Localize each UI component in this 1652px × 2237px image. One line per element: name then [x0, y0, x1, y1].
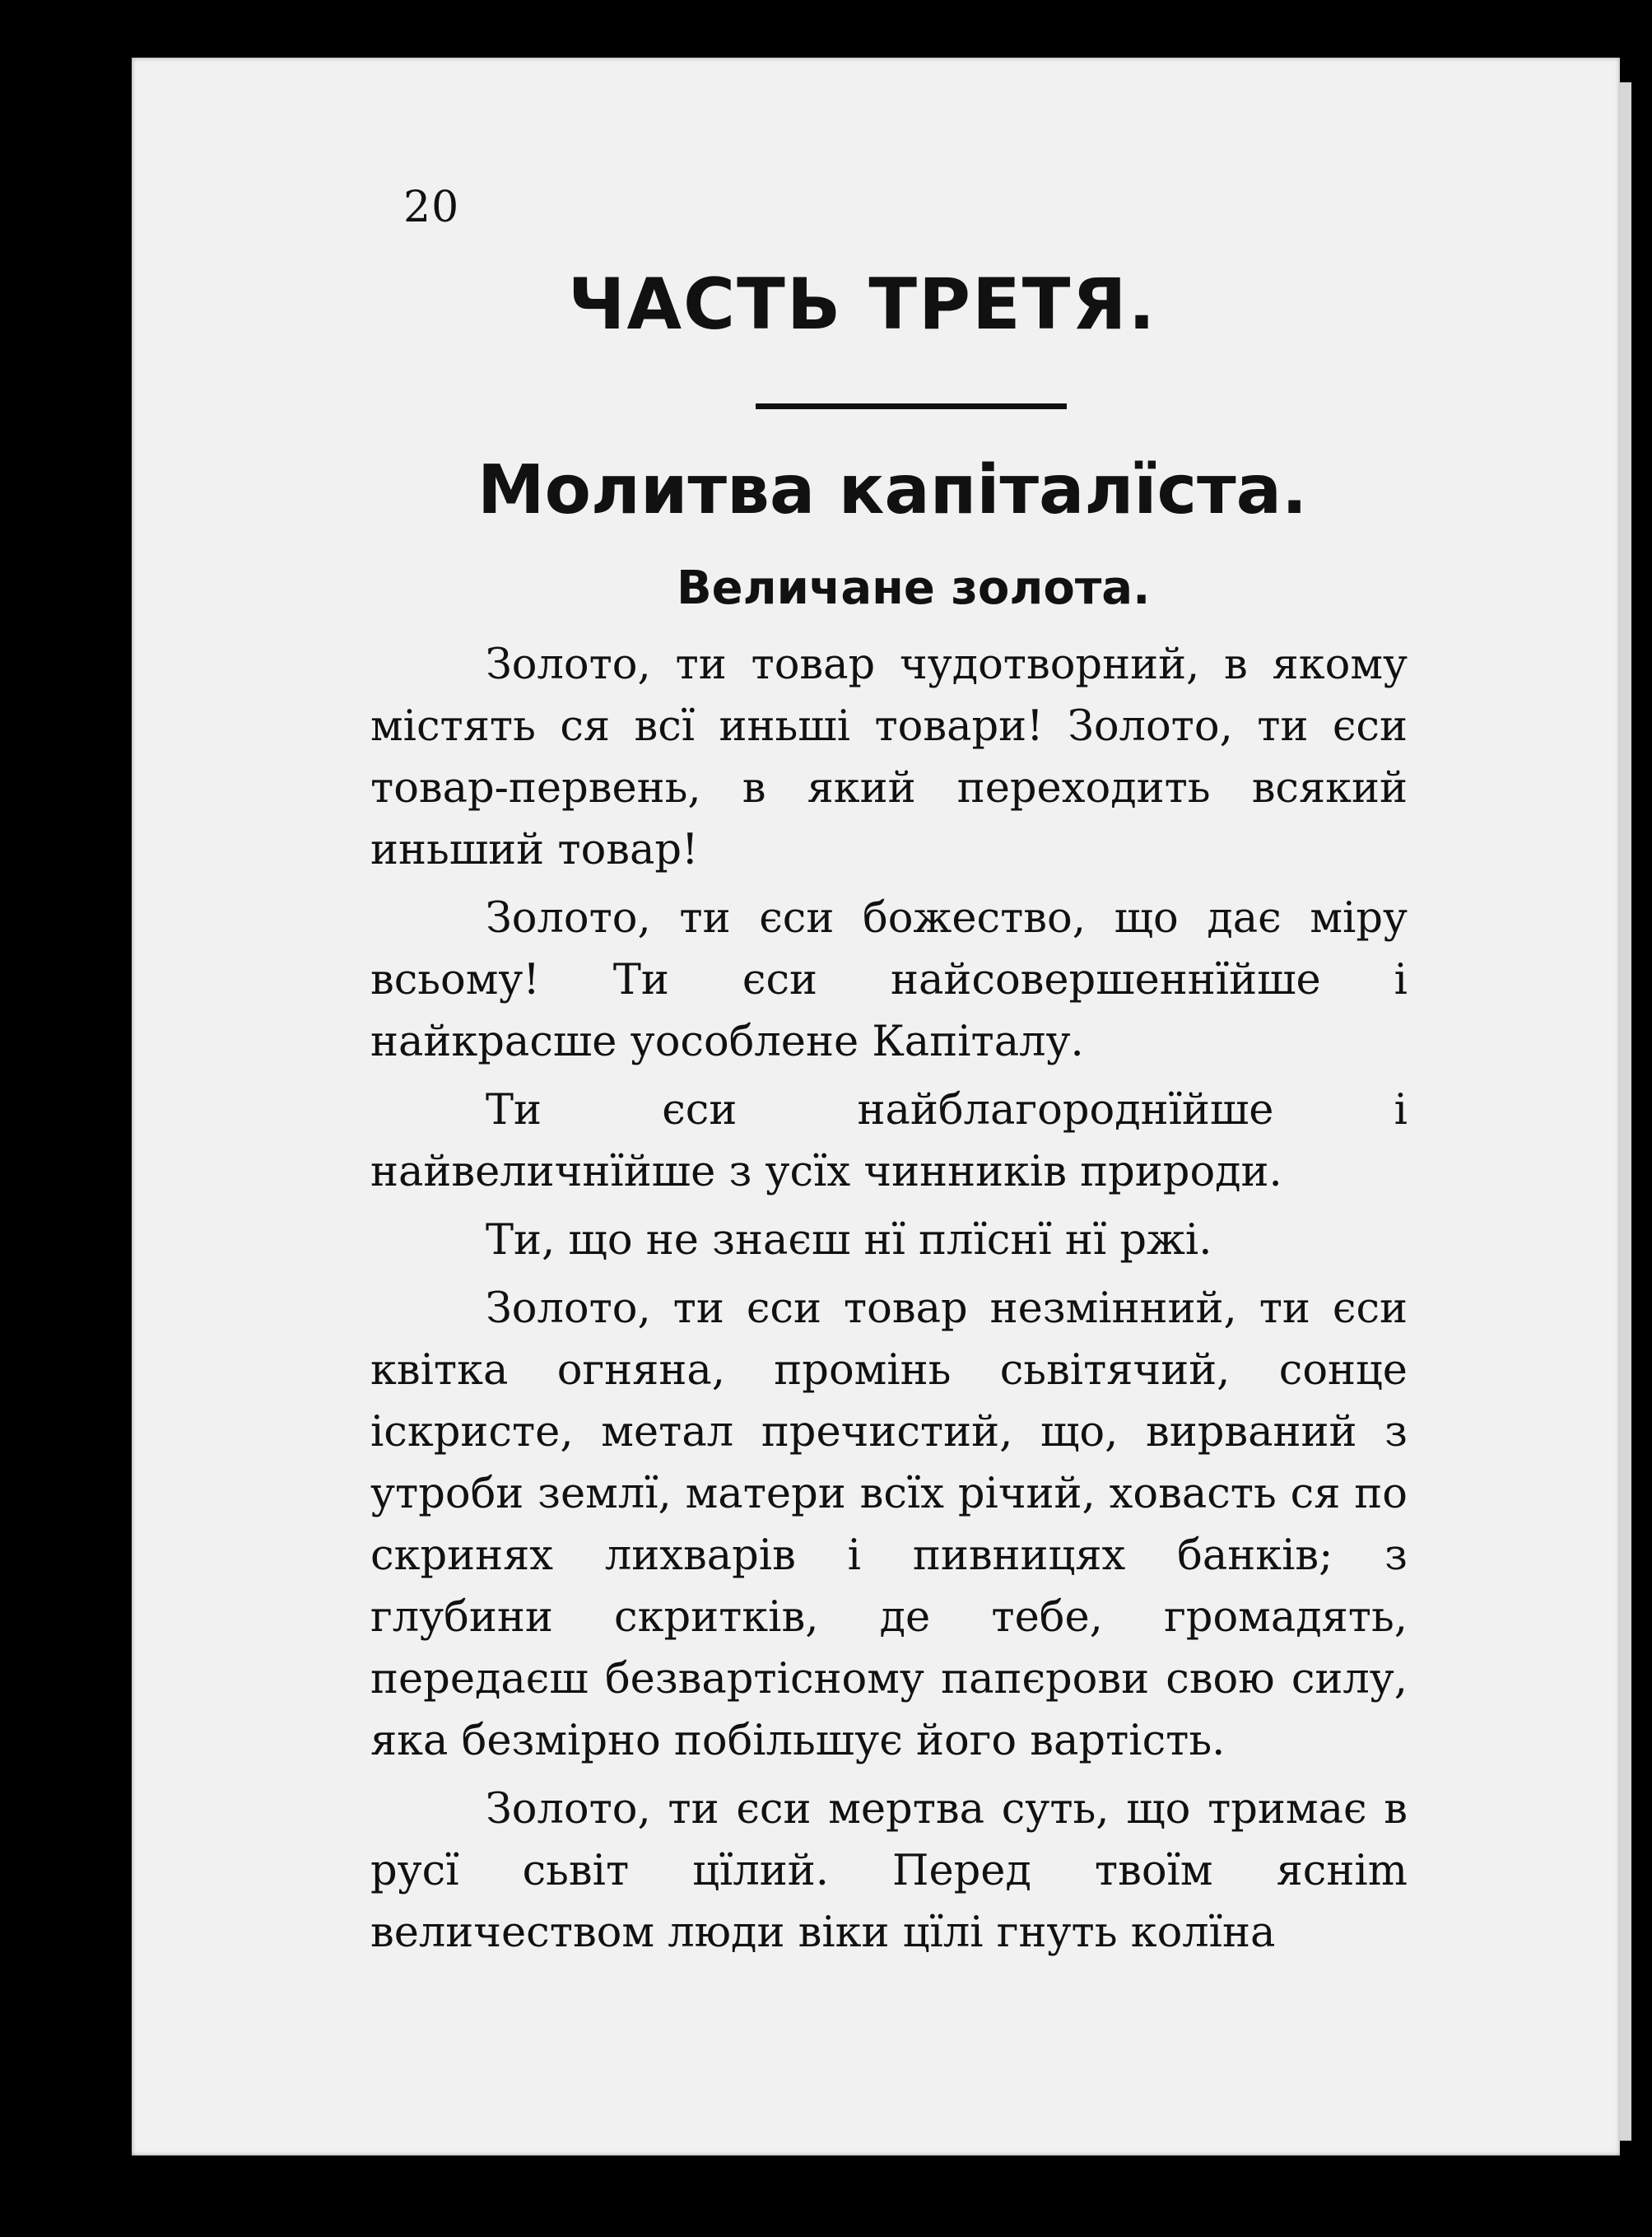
- body-text: [370, 634, 1408, 1970]
- section-subtitle: Величане золота.: [677, 562, 1151, 615]
- paragraph: Золото, ти єси божество, що дає міру всьому! Ти єси найсовершеннїйше і найкрасше уособлене Капіталу.: [370, 894, 1408, 1066]
- title-divider: [756, 403, 1067, 409]
- paragraph: Золото, ти єси товар незмінний, ти єси квітка огняна, промінь сьвітячий, сонце іскристе, метал пречистий, що, вирваний з утроби землї, матери всїх річий, ховасть ся по скринях лихварів і пивницях банків; з глубини скритків, де тебе, громадять, передаєш безвартісному папєрови свою силу, яка безмірно побільшує його вартість.: [370, 1284, 1408, 1765]
- paragraph: Ти, що не знаєш нї плїснї нї ржі.: [486, 1216, 1212, 1265]
- paragraph: Золото, ти єси мертва суть, що тримає в русї сьвіт цїлий. Перед твоїм яснim величеством люди віки цїлі гнуть колїна: [370, 1785, 1408, 1957]
- chapter-title: Молитва капіталїста.: [477, 451, 1308, 529]
- page-number: 20: [403, 183, 460, 232]
- paragraph: Золото, ти товар чудотворний, в якому містять ся всї иньші товари! Золото, ти єси товар-первень, в який переходить всякий иньший товар!: [370, 641, 1408, 874]
- paragraph: Ти єси найблагороднїйше і найвеличнїйше з усїх чинників природи.: [370, 1086, 1408, 1196]
- part-title: ЧАСТЬ ТРЕТЯ.: [568, 263, 1157, 346]
- page-edge: [1620, 82, 1631, 2141]
